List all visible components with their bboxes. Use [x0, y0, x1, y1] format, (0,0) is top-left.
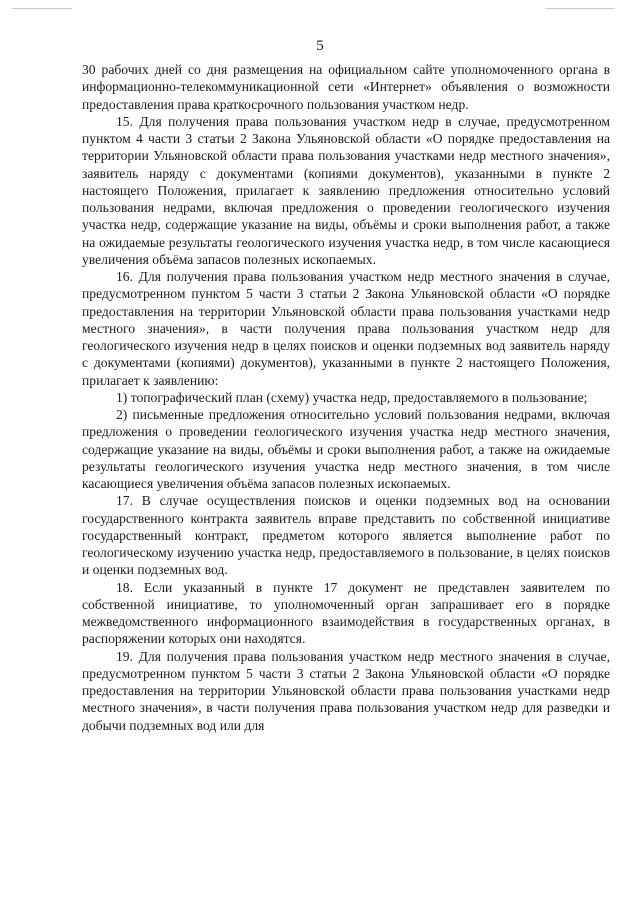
scan-artifact-left — [12, 8, 72, 9]
paragraph-16-item-1: 1) топографический план (схему) участка недр, предоставляемого в пользование; — [116, 389, 588, 405]
paragraph-16-item-2: 2) письменные предложения относительно условий пользования недрами, включая предложения о проведении геологического изучения участка недр местного значения, содержащие указание на виды, объёмы и сроки выполнения работ, а также на ожидаемые результаты геологического изучения участка недр местного значения, в том числе касающиеся увеличения объёма запасов полезных ископаемых. — [82, 407, 610, 491]
paragraph-continuation: 30 рабочих дней со дня размещения на официальном сайте уполномоченного органа в информационно-телекоммуникационной сети «Интернет» объявления о возможности предоставления права краткосрочного пользования участком недр. — [82, 62, 610, 112]
paragraph-19: 19. Для получения права пользования участком недр местного значения в случае, предусмотренном пунктом 5 части 3 статьи 2 Закона Ульяновской области «О порядке предоставления на территории Ульяновской области права пользования участками недр местного значения», в части получения права пользования участком недр для разведки и добычи подземных вод или для — [82, 648, 610, 733]
paragraph-17: 17. В случае осуществления поисков и оценки подземных вод на основании государственного контракта заявитель вправе представить по собственной инициативе государственный контракт, предметом которого является выполнение работ по геологическому изучению участка недр, предоставляемого в пользование, в целях поисков и оценки подземных вод. — [82, 493, 610, 578]
paragraph-15: 15. Для получения права пользования участком недр в случае, предусмотренном пунктом 4 части 3 статьи 2 Закона Ульяновской области «О порядке предоставления на территории Ульяновской области права пользования участками недр местного значения», заявитель наряду с документами (копиями документов), указанными в пункте 2 настоящего Положения, прилагает к заявлению предложения относительно условий пользования недрами, включая предложения о проведении геологического изучения участка недр, содержащие указание на виды, объёмы и сроки выполнения работ, а также на ожидаемые результаты геологического изучения участка недр, в том числе касающиеся увеличения объёма запасов полезных ископаемых. — [82, 113, 610, 267]
page-number: 5 — [316, 38, 324, 54]
document-body — [82, 61, 610, 734]
scan-artifact-right — [545, 8, 615, 9]
paragraph-18: 18. Если указанный в пункте 17 документ не представлен заявителем по собственной инициативе, то уполномоченный орган запрашивает его в порядке межведомственного информационного взаимодействия в государственных органах, в распоряжении которых они находятся. — [82, 579, 610, 647]
paragraph-16: 16. Для получения права пользования участком недр местного значения в случае, предусмотренном пунктом 5 части 3 статьи 2 Закона Ульяновской области «О порядке предоставления на территории Ульяновской области права пользования участками недр местного значения», в части получения права пользования участком недр для геологического изучения недр в целях поисков и оценки подземных вод заявитель наряду с документами (копиями) документов), указанными в пункте 2 настоящего Положения, прилагает к заявлению: — [82, 269, 610, 388]
